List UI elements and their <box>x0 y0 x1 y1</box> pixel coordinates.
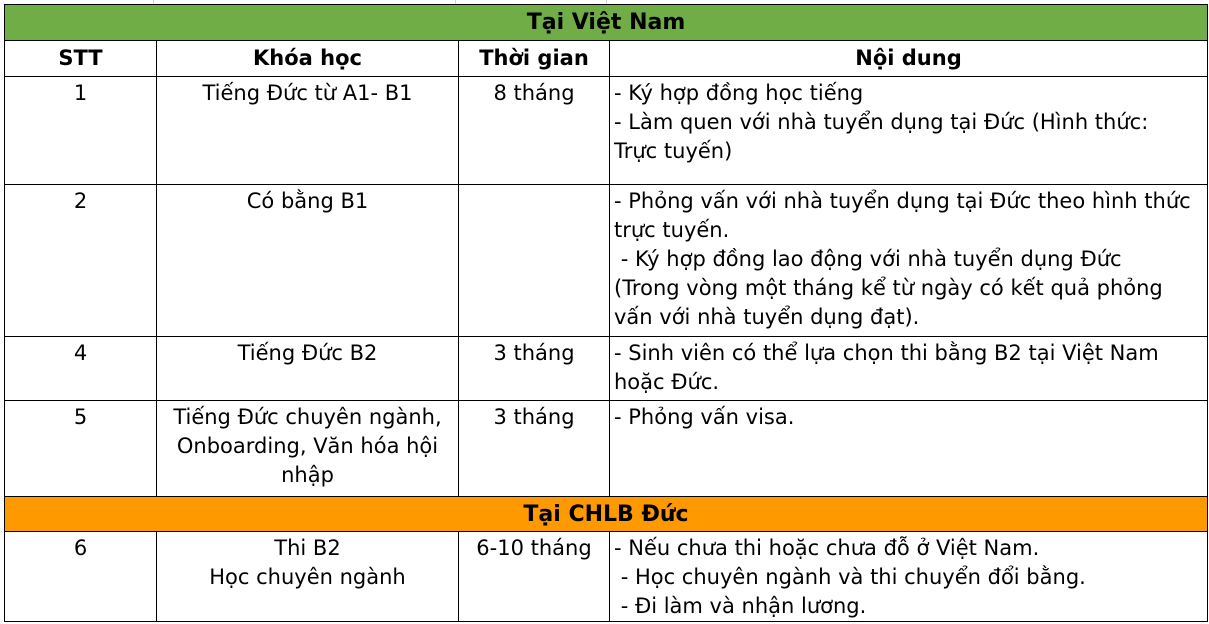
section-row-germany <box>5 497 1208 532</box>
cell-course[interactable] <box>157 532 459 622</box>
content-line: - Phỏng vấn với nhà tuyển dụng tại Đức theo hình thức <box>614 189 1191 213</box>
program-table <box>4 4 1208 622</box>
cell-content[interactable] <box>610 77 1208 185</box>
content-line: - Học chuyên ngành và thi chuyển đổi bằng. <box>614 565 1086 589</box>
content-line: trực tuyến. <box>614 218 730 242</box>
content-line: - Đi làm và nhận lương. <box>614 594 867 618</box>
course-line: Học chuyên ngành <box>209 565 406 589</box>
cell-course[interactable] <box>157 337 459 401</box>
course-line: Thi B2 <box>274 536 341 560</box>
course-line: Tiếng Đức từ A1- B1 <box>202 81 413 105</box>
cell-time[interactable]: 3 tháng <box>459 337 610 401</box>
header-stt[interactable]: STT <box>5 41 157 77</box>
content-line: - Sinh viên có thể lựa chọn thi bằng B2 tại Việt Nam <box>614 341 1159 365</box>
cell-time[interactable] <box>459 185 610 337</box>
cell-time[interactable]: 8 tháng <box>459 77 610 185</box>
section-title-vietnam[interactable]: Tại Việt Nam <box>5 5 1208 41</box>
table-row <box>5 77 1208 185</box>
table-row <box>5 185 1208 337</box>
cell-stt[interactable]: 2 <box>5 185 157 337</box>
cell-stt[interactable]: 1 <box>5 77 157 185</box>
header-time[interactable]: Thời gian <box>459 41 610 77</box>
course-line: Tiếng Đức chuyên ngành, <box>173 405 442 429</box>
cell-stt[interactable]: 4 <box>5 337 157 401</box>
cell-time[interactable]: 6-10 tháng <box>459 532 610 622</box>
header-content[interactable]: Nội dung <box>610 41 1208 77</box>
cell-course[interactable] <box>157 185 459 337</box>
content-line: - Phỏng vấn visa. <box>614 405 795 429</box>
content-line: hoặc Đức. <box>614 370 720 394</box>
cell-stt[interactable]: 6 <box>5 532 157 622</box>
cell-content[interactable] <box>610 337 1208 401</box>
table-row <box>5 532 1208 622</box>
cell-content[interactable] <box>610 185 1208 337</box>
content-line: vấn với nhà tuyển dụng đạt). <box>614 305 920 329</box>
content-line: Trực tuyến) <box>614 139 733 163</box>
section-title-germany[interactable]: Tại CHLB Đức <box>5 497 1208 532</box>
cell-time[interactable]: 3 tháng <box>459 401 610 497</box>
content-line: - Ký hợp đồng lao động với nhà tuyển dụng Đức <box>614 247 1122 271</box>
course-line: Tiếng Đức B2 <box>237 341 378 365</box>
course-line: Có bằng B1 <box>246 189 369 213</box>
content-line: (Trong vòng một tháng kể từ ngày có kết quả phỏng <box>614 276 1163 300</box>
cell-content[interactable] <box>610 532 1208 622</box>
cell-course[interactable] <box>157 401 459 497</box>
content-line: - Làm quen với nhà tuyển dụng tại Đức (Hình thức: <box>614 110 1149 134</box>
table-row <box>5 401 1208 497</box>
cell-content[interactable] <box>610 401 1208 497</box>
cell-stt[interactable]: 5 <box>5 401 157 497</box>
content-line: - Nếu chưa thi hoặc chưa đỗ ở Việt Nam. <box>614 536 1040 560</box>
section-row-vietnam <box>5 5 1208 41</box>
cell-course[interactable] <box>157 77 459 185</box>
course-line: nhập <box>281 463 334 487</box>
header-row <box>5 41 1208 77</box>
course-line: Onboarding, Văn hóa hội <box>176 434 439 458</box>
content-line: - Ký hợp đồng học tiếng <box>614 81 864 105</box>
table-row <box>5 337 1208 401</box>
header-course[interactable]: Khóa học <box>157 41 459 77</box>
